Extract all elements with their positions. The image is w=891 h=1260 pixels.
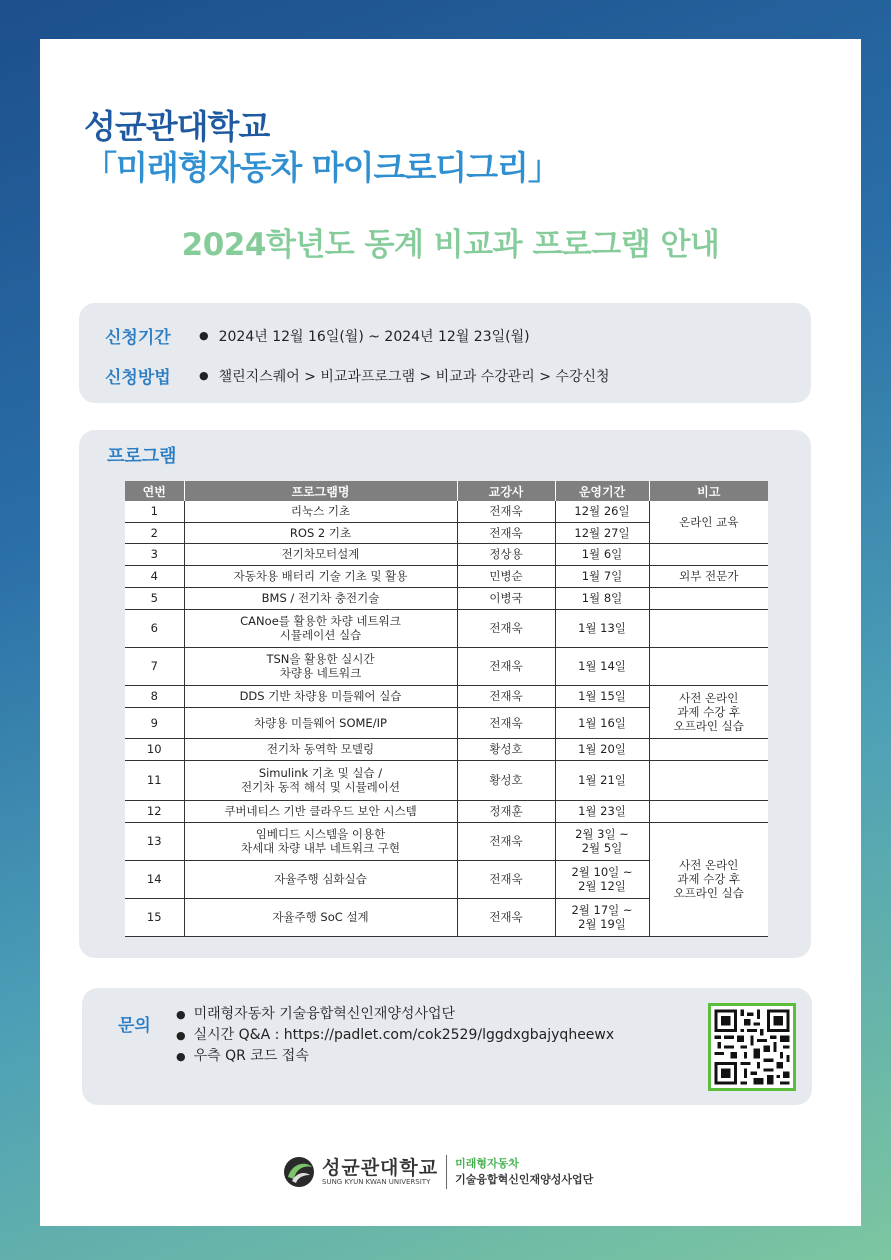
application-method-value: 챌린지스퀘어 > 비교과프로그램 > 비교과 수강관리 > 수강신청 [218, 368, 610, 385]
cell-instructor: 전재욱 [457, 707, 555, 738]
cell-instructor: 전재욱 [457, 522, 555, 543]
table-row [125, 685, 768, 707]
note-line: 사전 온라인 [679, 858, 739, 872]
cell-no: 10 [125, 738, 184, 760]
cell-period-line: 2월 10일 ~ [571, 865, 633, 879]
cell-name: 전기차 동역학 모델링 [184, 738, 457, 760]
cell-instructor: 전재욱 [457, 685, 555, 707]
application-period-value: 2024년 12월 16일(월) ~ 2024년 12월 23일(월) [218, 328, 530, 345]
cell-period: 1월 8일 [555, 587, 649, 609]
qr-code-icon[interactable] [708, 1003, 796, 1091]
application-period-label: 신청기간 [105, 328, 171, 348]
program-title: 「미래형자동차 마이크로디그리」 [84, 148, 560, 187]
table-row [125, 822, 768, 860]
table-row [125, 587, 768, 609]
university-name-ko: 성균관대학교 [322, 1156, 439, 1179]
contact-qa-link[interactable]: 실시간 Q&A : https://padlet.com/cok2529/lggdxgbajyqheewx [193, 1027, 615, 1043]
cell-period [555, 860, 649, 898]
table-row [125, 543, 768, 565]
cell-name-line: 임베디드 시스템을 이용한 [255, 827, 386, 841]
note-line: 오프라인 실습 [673, 886, 744, 900]
header-no: 연번 [125, 481, 184, 501]
organization-line-1: 미래형자동차 [455, 1157, 519, 1170]
cell-period: 12월 27일 [555, 522, 649, 543]
application-info-box [79, 303, 811, 403]
cell-name [184, 822, 457, 860]
cell-name: 쿠버네티스 기반 클라우드 보안 시스템 [184, 800, 457, 822]
table-row [125, 800, 768, 822]
footer-logo [282, 1148, 593, 1196]
cell-period: 1월 7일 [555, 565, 649, 587]
application-method-label: 신청방법 [105, 368, 171, 388]
cell-period: 1월 20일 [555, 738, 649, 760]
list-item [176, 1004, 614, 1025]
cell-note [649, 587, 768, 609]
cell-instructor: 정상용 [457, 543, 555, 565]
cell-instructor: 정재훈 [457, 800, 555, 822]
cell-note [649, 647, 768, 685]
university-name [322, 1158, 438, 1187]
cell-name [184, 609, 457, 647]
cell-instructor: 황성호 [457, 738, 555, 760]
cell-note [649, 685, 768, 738]
cell-name-line: 차량용 네트워크 [279, 666, 362, 680]
note-line: 사전 온라인 [679, 690, 739, 705]
cell-note [649, 822, 768, 936]
cell-name-line: 차세대 차량 내부 네트워크 구현 [240, 841, 401, 855]
cell-period-line: 2월 3일 ~ [575, 827, 629, 841]
cell-note [649, 738, 768, 760]
bullet-icon: ● [199, 369, 209, 382]
note-line: 과제 수강 후 [677, 704, 741, 719]
cell-no: 7 [125, 647, 184, 685]
header-note: 비고 [649, 481, 768, 501]
program-box [79, 430, 811, 958]
cell-name: 차량용 미들웨어 SOME/IP [184, 707, 457, 738]
cell-period: 12월 26일 [555, 501, 649, 522]
organization-name [455, 1156, 593, 1188]
cell-period: 1월 6일 [555, 543, 649, 565]
contact-list [176, 1004, 614, 1067]
cell-period-line: 2월 5일 [581, 841, 623, 855]
header-instructor: 교강사 [457, 481, 555, 501]
note-line: 과제 수강 후 [677, 872, 741, 886]
table-row [125, 760, 768, 800]
application-period-row [105, 323, 530, 348]
cell-no: 12 [125, 800, 184, 822]
cell-note: 외부 전문가 [649, 565, 768, 587]
university-emblem-icon [282, 1155, 316, 1189]
cell-period: 1월 15일 [555, 685, 649, 707]
cell-name-line: 전기차 동적 해석 및 시뮬레이션 [240, 780, 401, 794]
cell-instructor: 민병순 [457, 565, 555, 587]
cell-period: 1월 21일 [555, 760, 649, 800]
table-header-row [125, 481, 768, 501]
cell-note [649, 760, 768, 800]
footer-divider [446, 1155, 447, 1189]
cell-note [649, 543, 768, 565]
cell-no: 14 [125, 860, 184, 898]
bullet-icon: ● [176, 1008, 186, 1021]
contact-qr-instruction: 우측 QR 코드 접속 [193, 1048, 309, 1064]
cell-name-line: TSN을 활용한 실시간 [266, 652, 375, 666]
application-method-row [105, 363, 610, 388]
cell-note: 온라인 교육 [649, 501, 768, 543]
cell-note [649, 800, 768, 822]
poster [40, 39, 861, 1226]
cell-name: 자율주행 SoC 설계 [184, 898, 457, 936]
list-item[interactable] [176, 1025, 614, 1046]
cell-name-line: CANoe를 활용한 차량 네트워크 [240, 614, 401, 628]
contact-label: 문의 [118, 1016, 151, 1036]
cell-name: 자율주행 심화실습 [184, 860, 457, 898]
university-name-en: SUNG KYUN KWAN UNIVERSITY [322, 1177, 431, 1186]
cell-no: 3 [125, 543, 184, 565]
cell-no: 8 [125, 685, 184, 707]
cell-no: 2 [125, 522, 184, 543]
cell-no: 6 [125, 609, 184, 647]
cell-period: 1월 14일 [555, 647, 649, 685]
contact-box [82, 988, 812, 1105]
contact-org: 미래형자동차 기술융합혁신인재양성사업단 [193, 1006, 456, 1022]
cell-instructor: 전재욱 [457, 822, 555, 860]
cell-period: 1월 23일 [555, 800, 649, 822]
cell-instructor: 황성호 [457, 760, 555, 800]
note-line: 오프라인 실습 [673, 718, 744, 733]
cell-name: 전기차모터설계 [184, 543, 457, 565]
cell-instructor: 전재욱 [457, 860, 555, 898]
cell-instructor: 전재욱 [457, 647, 555, 685]
cell-no: 5 [125, 587, 184, 609]
table-row [125, 609, 768, 647]
bullet-icon: ● [199, 329, 209, 342]
table-row [125, 738, 768, 760]
bullet-icon: ● [176, 1050, 186, 1063]
cell-name: BMS / 전기차 충전기술 [184, 587, 457, 609]
cell-instructor: 이병국 [457, 587, 555, 609]
cell-name: DDS 기반 차량용 미들웨어 실습 [184, 685, 457, 707]
cell-instructor: 전재욱 [457, 501, 555, 522]
organization-line-2: 기술융합혁신인재양성사업단 [455, 1173, 594, 1186]
cell-no: 15 [125, 898, 184, 936]
cell-period-line: 2월 17일 ~ [571, 903, 633, 917]
table-row [125, 565, 768, 587]
cell-instructor: 전재욱 [457, 898, 555, 936]
university-title: 성균관대학교 [84, 107, 270, 146]
program-section-title: 프로그램 [107, 446, 177, 467]
cell-name [184, 760, 457, 800]
list-item [176, 1046, 614, 1067]
cell-name: ROS 2 기초 [184, 522, 457, 543]
poster-subtitle: 2024학년도 동계 비교과 프로그램 안내 [181, 227, 720, 263]
cell-period [555, 898, 649, 936]
table-row [125, 501, 768, 522]
cell-note [649, 609, 768, 647]
cell-period [555, 822, 649, 860]
cell-instructor: 전재욱 [457, 609, 555, 647]
cell-name: 자동차용 배터리 기술 기초 및 활용 [184, 565, 457, 587]
cell-name: 리눅스 기초 [184, 501, 457, 522]
cell-name-line: Simulink 기초 및 실습 / [258, 766, 383, 780]
cell-no: 11 [125, 760, 184, 800]
cell-period-line: 2월 19일 [578, 917, 626, 931]
cell-period: 1월 16일 [555, 707, 649, 738]
cell-period: 1월 13일 [555, 609, 649, 647]
cell-no: 4 [125, 565, 184, 587]
table-row [125, 647, 768, 685]
header-name: 프로그램명 [184, 481, 457, 501]
cell-no: 9 [125, 707, 184, 738]
cell-no: 13 [125, 822, 184, 860]
cell-no: 1 [125, 501, 184, 522]
program-table [125, 481, 768, 937]
header-period: 운영기간 [555, 481, 649, 501]
bullet-icon: ● [176, 1029, 186, 1042]
cell-name-line: 시뮬레이션 실습 [279, 628, 362, 642]
cell-period-line: 2월 12일 [578, 879, 626, 893]
cell-name [184, 647, 457, 685]
